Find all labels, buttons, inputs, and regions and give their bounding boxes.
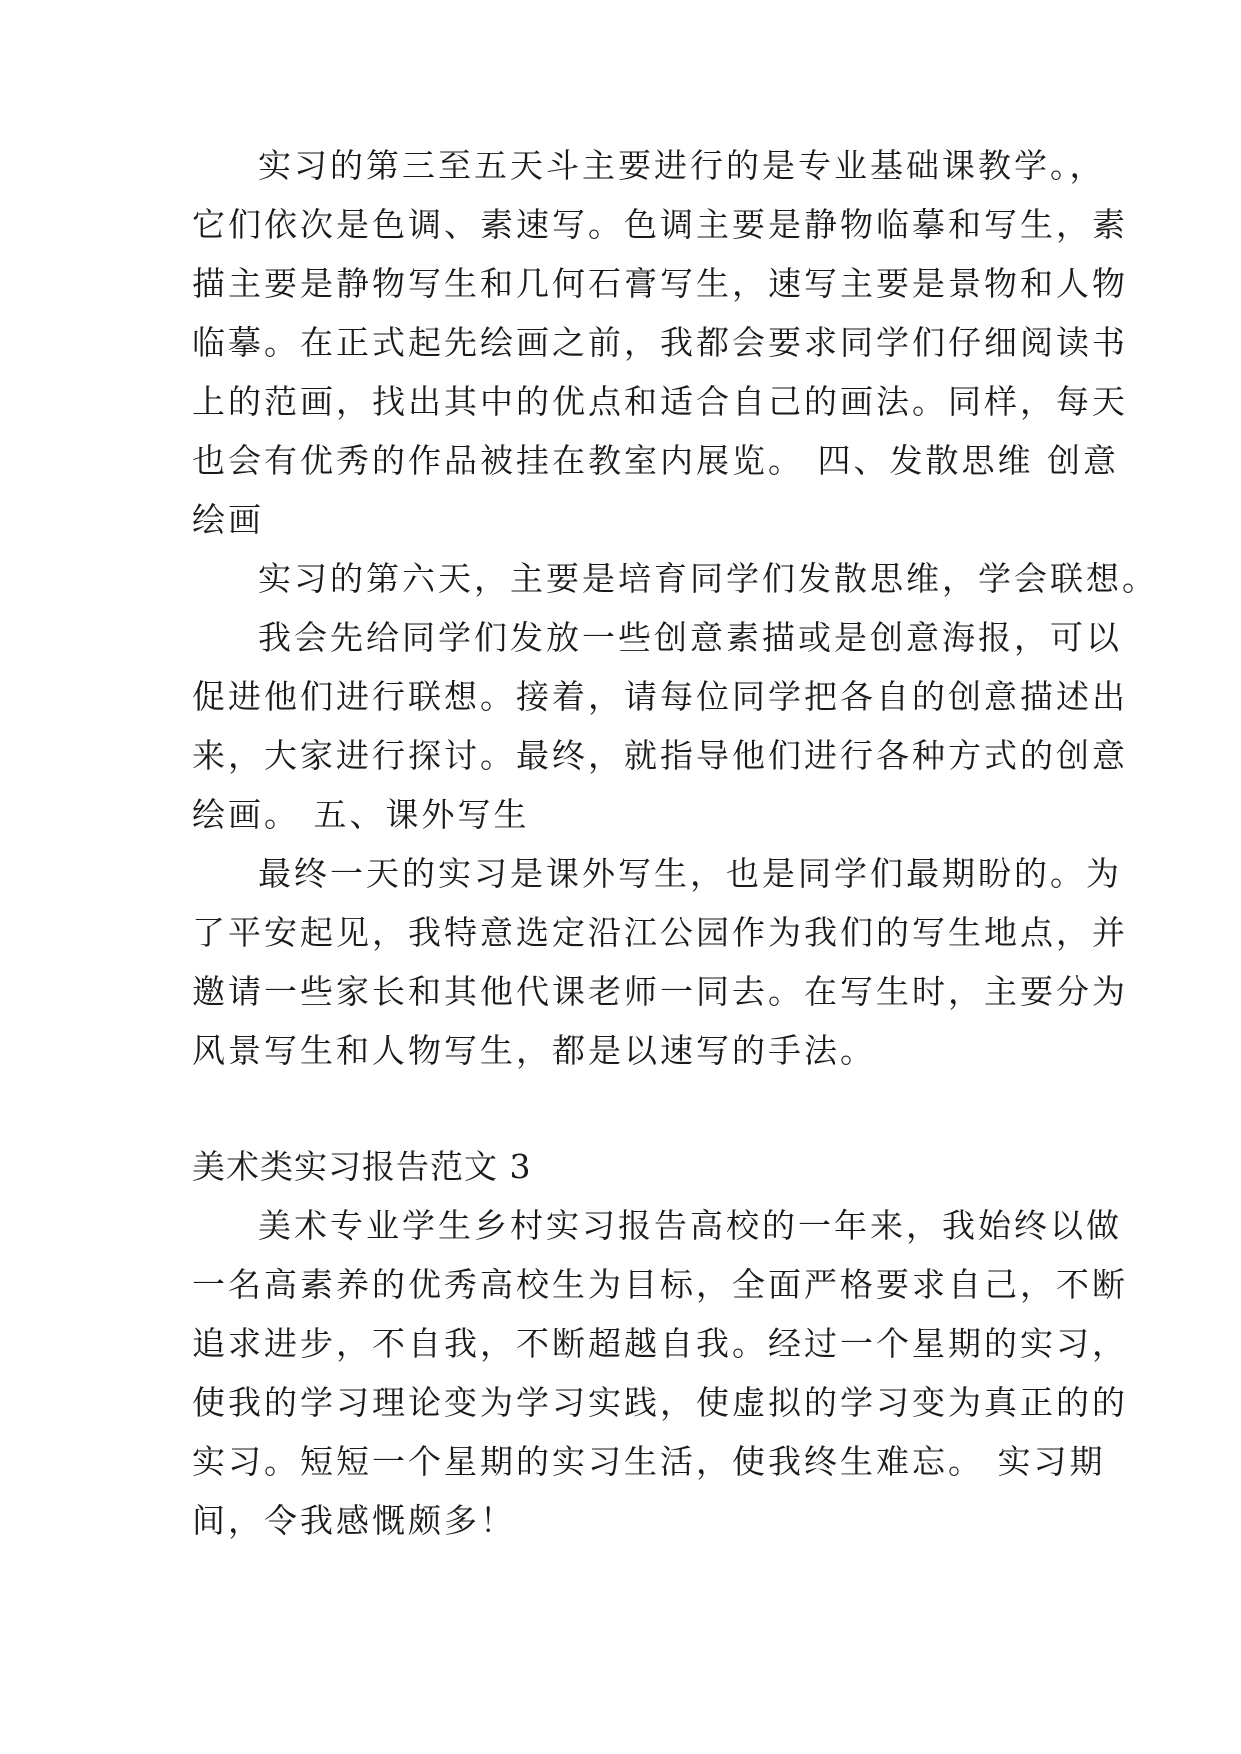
paragraph-2-line-1: 实习的第六天，主要是培育同学们发散思维，学会联想。 bbox=[258, 559, 1158, 598]
paragraph-1-line-5: 上的范画，找出其中的优点和适合自己的画法。同样，每天 bbox=[192, 382, 1128, 421]
paragraph-4-line-1: 最终一天的实习是课外写生，也是同学们最期盼的。为 bbox=[258, 854, 1122, 893]
section-heading: 美术类实习报告范文 3 bbox=[192, 1147, 532, 1186]
paragraph-5-line-6: 间，令我感慨颇多！ bbox=[192, 1501, 516, 1540]
paragraph-5-line-2: 一名高素养的优秀高校生为目标，全面严格要求自己，不断 bbox=[192, 1265, 1128, 1304]
paragraph-5-line-1: 美术专业学生乡村实习报告高校的一年来，我始终以做 bbox=[258, 1206, 1122, 1245]
paragraph-5-line-4: 使我的学习理论变为学习实践，使虚拟的学习变为真正的的 bbox=[192, 1383, 1128, 1422]
paragraph-5-line-5: 实习。短短一个星期的实习生活，使我终生难忘。 实习期 bbox=[192, 1442, 1106, 1481]
paragraph-3-line-1: 我会先给同学们发放一些创意素描或是创意海报，可以 bbox=[258, 618, 1122, 657]
paragraph-4-line-2: 了平安起见，我特意选定沿江公园作为我们的写生地点，并 bbox=[192, 913, 1128, 952]
paragraph-1-line-6: 也会有优秀的作品被挂在教室内展览。 四、发散思维 创意 bbox=[192, 441, 1119, 480]
paragraph-5-line-3: 追求进步，不自我，不断超越自我。经过一个星期的实习， bbox=[192, 1324, 1128, 1363]
paragraph-1-line-4: 临摹。在正式起先绘画之前，我都会要求同学们仔细阅读书 bbox=[192, 323, 1128, 362]
paragraph-1-line-3: 描主要是静物写生和几何石膏写生，速写主要是景物和人物 bbox=[192, 264, 1128, 303]
paragraph-4-line-4: 风景写生和人物写生，都是以速写的手法。 bbox=[192, 1031, 876, 1070]
paragraph-3-line-3: 来，大家进行探讨。最终，就指导他们进行各种方式的创意 bbox=[192, 736, 1128, 775]
paragraph-1-line-2: 它们依次是色调、素速写。色调主要是静物临摹和写生，素 bbox=[192, 205, 1128, 244]
paragraph-1-line-1: 实习的第三至五天斗主要进行的是专业基础课教学。， bbox=[258, 146, 1106, 185]
paragraph-3-line-4: 绘画。 五、课外写生 bbox=[192, 795, 530, 834]
paragraph-3-line-2: 促进他们进行联想。接着，请每位同学把各自的创意描述出 bbox=[192, 677, 1128, 716]
paragraph-4-line-3: 邀请一些家长和其他代课老师一同去。在写生时，主要分为 bbox=[192, 972, 1128, 1011]
paragraph-1-line-7: 绘画 bbox=[192, 500, 264, 539]
